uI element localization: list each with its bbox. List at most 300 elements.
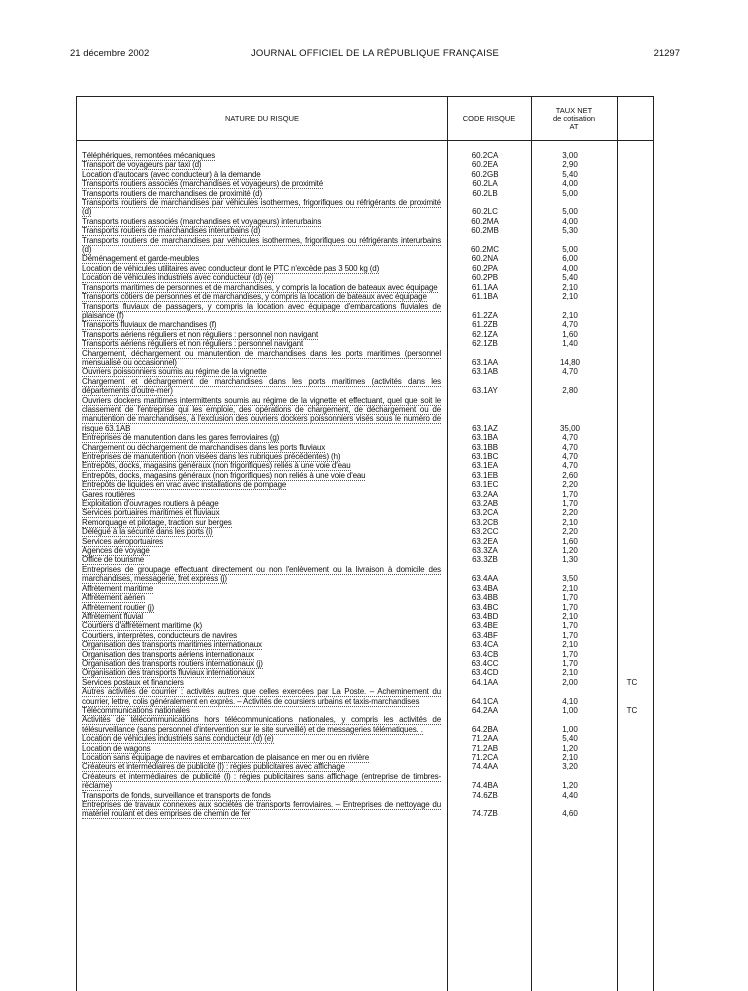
risk-code-cell xyxy=(443,226,527,235)
risk-code-text: 71.2AB xyxy=(471,743,499,753)
rate-text: 4,70 xyxy=(562,461,578,471)
risk-code-text: 74.4AA xyxy=(471,762,499,772)
risk-nature-text: Location de wagons xyxy=(82,743,151,753)
table-row xyxy=(77,461,653,470)
rate-text: 5,00 xyxy=(562,188,578,198)
risk-code-text: 63.2CC xyxy=(471,527,499,537)
risk-nature-text: Transports fluviaux de passagers, y compris la location avec équipage d'embarcations fluviales de plaisance (f) xyxy=(82,301,441,320)
rate-cell xyxy=(527,753,613,762)
risk-code-text: 60.2NA xyxy=(471,254,499,264)
risk-code-cell xyxy=(443,650,527,659)
rate-cell xyxy=(527,537,613,546)
risk-code-text: 64.1CA xyxy=(471,696,499,706)
risk-code-cell xyxy=(443,734,527,743)
table-row xyxy=(77,631,653,640)
risk-code-cell xyxy=(443,302,527,321)
risk-code-cell xyxy=(443,170,527,179)
risk-nature-cell xyxy=(77,546,443,555)
risk-nature-cell xyxy=(77,480,443,489)
risk-nature-text: Services portuaires maritimes et fluviaux xyxy=(82,508,220,518)
rate-text: 2,20 xyxy=(562,508,578,518)
rate-text: 5,40 xyxy=(562,273,578,283)
risk-code-text: 63.1EA xyxy=(471,461,499,471)
risk-code-cell xyxy=(443,499,527,508)
rate-cell xyxy=(527,527,613,536)
extra-cell xyxy=(613,170,651,179)
risk-nature-cell xyxy=(77,339,443,348)
risk-code-text: 60.2MA xyxy=(471,216,499,226)
extra-cell xyxy=(613,593,651,602)
table-row xyxy=(77,650,653,659)
risk-nature-text: Créateurs et intermédiaires de publicité (l) : régies publicitaires sans affichage (entreprise de timbres-réclame) xyxy=(82,771,441,791)
column-header-taux-line3: AT xyxy=(569,121,579,131)
risk-code-cell xyxy=(443,151,527,160)
risk-nature-cell xyxy=(77,179,443,188)
rate-cell xyxy=(527,198,613,217)
table-row xyxy=(77,734,653,743)
table-row xyxy=(77,480,653,489)
risk-nature-text: Affrètement maritime xyxy=(82,583,154,593)
risk-code-cell xyxy=(443,508,527,517)
risk-code-text: 63.1AY xyxy=(472,386,498,396)
risk-nature-cell xyxy=(77,433,443,442)
extra-cell xyxy=(613,546,651,555)
extra-cell xyxy=(613,377,651,396)
risk-code-text: 74.7ZB xyxy=(472,809,498,819)
rate-cell xyxy=(527,546,613,555)
rate-text: 1,60 xyxy=(562,329,578,339)
rate-text: 1,70 xyxy=(562,649,578,659)
table-row xyxy=(77,603,653,612)
rate-text: 4,00 xyxy=(562,263,578,273)
risk-nature-text: Déménagement et garde-meubles xyxy=(82,254,200,264)
rate-cell xyxy=(527,480,613,489)
risk-nature-cell xyxy=(77,527,443,536)
extra-cell xyxy=(613,518,651,527)
risk-code-text: 63.4AA xyxy=(471,574,499,584)
risk-code-text: 74.6ZB xyxy=(472,790,498,800)
risk-nature-cell xyxy=(77,264,443,273)
risk-nature-text: Entrepôts, docks, magasins généraux (non frigorifiques) reliés à une voie d'eau xyxy=(82,461,351,471)
risk-nature-cell xyxy=(77,603,443,612)
risk-nature-cell xyxy=(77,377,443,396)
table-row xyxy=(77,762,653,771)
risk-code-cell xyxy=(443,490,527,499)
risk-code-text: 62.1ZB xyxy=(472,339,498,349)
risk-nature-cell xyxy=(77,744,443,753)
risk-code-text: 60.2PB xyxy=(471,273,499,283)
rate-cell xyxy=(527,584,613,593)
risk-nature-text: Location de véhicules utilitaires avec conducteur dont le PTC n'excède pas 3 500 kg (d) xyxy=(82,263,380,273)
risk-nature-cell xyxy=(77,753,443,762)
risk-code-text: 63.2EA xyxy=(471,536,499,546)
rate-cell xyxy=(527,687,613,706)
risk-code-cell xyxy=(443,217,527,226)
risk-code-text: 63.4CD xyxy=(471,668,499,678)
rate-text: 1,70 xyxy=(562,489,578,499)
table-row xyxy=(77,555,653,564)
risk-nature-cell xyxy=(77,668,443,677)
risk-nature-text: Transports routiers de marchandises de proximité (d) xyxy=(82,188,262,198)
risk-nature-cell xyxy=(77,687,443,706)
extra-cell xyxy=(613,584,651,593)
risk-nature-text: Gares routières xyxy=(82,489,135,499)
rate-text: 2,10 xyxy=(562,583,578,593)
risk-code-cell xyxy=(443,753,527,762)
risk-nature-text: Location sans équipage de navires et embarcation de plaisance en mer ou en rivière xyxy=(82,753,369,762)
rate-cell xyxy=(527,189,613,198)
risk-nature-text: Transports routiers associés (marchandises et voyageurs) de proximité xyxy=(82,179,324,189)
rate-text: 2,20 xyxy=(562,527,578,537)
risk-nature-text: Transports aériens réguliers et non réguliers : personnel navigant xyxy=(82,339,304,349)
risk-nature-cell xyxy=(77,659,443,668)
risk-code-text: 60.2MC xyxy=(470,245,499,255)
extra-cell xyxy=(613,565,651,584)
table-row xyxy=(77,640,653,649)
risk-code-cell xyxy=(443,292,527,301)
rate-cell xyxy=(527,603,613,612)
risk-code-text: 63.2CB xyxy=(471,517,499,527)
table-row xyxy=(77,621,653,630)
table-row xyxy=(77,687,653,706)
extra-cell xyxy=(613,217,651,226)
risk-nature-text: Entreprises de groupage effectuant directement ou non l'enlèvement ou la livraison à domicile des marchandises, messagerie, fret express (j) xyxy=(82,564,441,584)
risk-nature-cell xyxy=(77,706,443,715)
risk-code-cell xyxy=(443,264,527,273)
rate-cell xyxy=(527,593,613,602)
column-header-taux xyxy=(531,97,617,140)
risk-code-cell xyxy=(443,330,527,339)
rate-cell xyxy=(527,555,613,564)
extra-cell xyxy=(613,537,651,546)
risk-nature-text: Courtiers d'affrètement maritime (k) xyxy=(82,621,203,631)
rate-cell xyxy=(527,499,613,508)
risk-code-cell xyxy=(443,678,527,687)
risk-code-text: 63.1EC xyxy=(471,480,499,490)
table-row xyxy=(77,715,653,734)
risk-nature-text: Entreprises de manutention dans les gares ferroviaires (g) xyxy=(82,433,280,443)
risk-code-text: 63.2AB xyxy=(471,499,499,509)
extra-cell xyxy=(613,292,651,301)
table-row xyxy=(77,367,653,376)
extra-cell xyxy=(613,603,651,612)
table-row xyxy=(77,236,653,255)
table-row xyxy=(77,678,653,687)
risk-code-text: 62.1ZA xyxy=(472,329,498,339)
table-row xyxy=(77,302,653,321)
risk-nature-text: Transports routiers associés (marchandises et voyageurs) interurbains xyxy=(82,216,322,226)
column-header-taux-line1: TAUX NET xyxy=(555,105,593,115)
extra-cell xyxy=(613,443,651,452)
table-row xyxy=(77,254,653,263)
extra-cell xyxy=(613,612,651,621)
risk-code-cell xyxy=(443,179,527,188)
rate-cell xyxy=(527,367,613,376)
rate-cell xyxy=(527,320,613,329)
risk-code-cell xyxy=(443,565,527,584)
risk-code-cell xyxy=(443,273,527,282)
table-row xyxy=(77,706,653,715)
rate-text: 2,10 xyxy=(562,640,578,650)
table-row xyxy=(77,433,653,442)
rate-text: 1,40 xyxy=(562,339,578,349)
risk-nature-cell xyxy=(77,236,443,255)
table-row xyxy=(77,518,653,527)
risk-code-text: 60.2CA xyxy=(471,151,499,160)
rate-cell xyxy=(527,706,613,715)
rate-cell xyxy=(527,339,613,348)
risk-nature-text: Chargement ou déchargement de marchandises dans les ports fluviaux xyxy=(82,442,326,452)
risk-code-cell xyxy=(443,367,527,376)
table-row xyxy=(77,264,653,273)
rate-text: 2,10 xyxy=(562,611,578,621)
risk-code-text: 63.1BB xyxy=(471,442,499,452)
risk-nature-text: Organisation des transports routiers internationaux (j) xyxy=(82,658,263,668)
extra-cell xyxy=(613,151,651,160)
risk-code-text: 61.2ZB xyxy=(472,320,498,330)
extra-cell xyxy=(613,744,651,753)
table-row xyxy=(77,377,653,396)
risk-nature-text: Ouvriers dockers maritimes intermittents soumis au régime de la vignette et effectuant, quel que soit le classement de l'entreprise qui les emploie, des opérations de chargement, de déchargement ou de manutention de marchandises, à l'exclusion des ouvriers dockers poissonniers visés sous le numéro de risque 63.1AB xyxy=(82,395,441,433)
rate-text: 3,50 xyxy=(562,574,578,584)
risk-nature-text: Organisation des transports aériens internationaux xyxy=(82,649,254,659)
risk-nature-cell xyxy=(77,283,443,292)
rate-text: 5,30 xyxy=(562,226,578,236)
risk-nature-text: Services aéroportuaires xyxy=(82,536,164,546)
risk-nature-cell xyxy=(77,302,443,321)
extra-cell xyxy=(613,452,651,461)
table-row xyxy=(77,744,653,753)
extra-cell xyxy=(613,480,651,489)
rate-cell xyxy=(527,668,613,677)
rate-text: 1,70 xyxy=(562,630,578,640)
table-row xyxy=(77,546,653,555)
risk-nature-cell xyxy=(77,612,443,621)
rate-text: 2,00 xyxy=(562,677,578,687)
risk-nature-cell xyxy=(77,715,443,734)
risk-nature-cell xyxy=(77,396,443,434)
risk-code-cell xyxy=(443,443,527,452)
risk-nature-text: Transports routiers de marchandises par véhicules isothermes, frigorifiques ou réfrigérants de proximité (d) xyxy=(82,198,441,217)
table-row xyxy=(77,527,653,536)
risk-nature-text: Télécommunications nationales xyxy=(82,705,190,715)
table-row xyxy=(77,198,653,217)
table-row xyxy=(77,659,653,668)
extra-cell xyxy=(613,640,651,649)
risk-code-text: 63.1AZ xyxy=(472,423,498,433)
risk-nature-text: Location de véhicules industriels sans conducteur (d) (e) xyxy=(82,734,274,744)
risk-code-text: 60.2MB xyxy=(471,226,499,236)
column-header-code xyxy=(447,97,531,140)
rate-text: 1,20 xyxy=(562,546,578,556)
extra-cell xyxy=(613,160,651,169)
risk-nature-text: Entrepôts, docks, magasins généraux (non frigorifiques) non reliés à une voie d'eau xyxy=(82,470,366,480)
extra-cell xyxy=(613,302,651,321)
extra-cell xyxy=(613,508,651,517)
risk-code-cell xyxy=(443,791,527,800)
risk-code-cell xyxy=(443,687,527,706)
risk-code-text: 63.4BD xyxy=(471,611,499,621)
extra-cell xyxy=(613,499,651,508)
extra-cell xyxy=(613,273,651,282)
header-divider xyxy=(77,140,653,141)
risk-code-text: 63.1BC xyxy=(471,452,499,461)
rate-text: 2,10 xyxy=(562,310,578,320)
table-row xyxy=(77,349,653,368)
rate-cell xyxy=(527,565,613,584)
extra-cell xyxy=(613,621,651,630)
table-row xyxy=(77,508,653,517)
risk-nature-cell xyxy=(77,499,443,508)
rate-text: 4,70 xyxy=(562,433,578,443)
rate-text: 2,60 xyxy=(562,470,578,480)
risk-nature-text: Entreprises de manutention (non visées dans les rubriques précédentes) (h) xyxy=(82,452,341,461)
risk-code-text: 63.4BC xyxy=(471,602,499,612)
column-header-nature-label: NATURE DU RISQUE xyxy=(224,113,300,123)
table-row xyxy=(77,452,653,461)
page-number: 21297 xyxy=(653,48,680,59)
table-row xyxy=(77,283,653,292)
risk-nature-cell xyxy=(77,189,443,198)
extra-text: TC xyxy=(626,677,638,687)
rate-cell xyxy=(527,678,613,687)
risk-nature-text: Chargement, déchargement ou manutention de marchandises dans les ports maritimes (personnel mensualisé ou occasionnel) xyxy=(82,348,441,367)
rate-text: 1,00 xyxy=(562,724,578,734)
rate-text: 2,90 xyxy=(562,160,578,170)
rate-text: 4,00 xyxy=(562,216,578,226)
table-row xyxy=(77,151,653,160)
rate-cell xyxy=(527,772,613,791)
risk-code-text: 63.4BA xyxy=(471,583,499,593)
risk-nature-cell xyxy=(77,330,443,339)
extra-cell xyxy=(613,800,651,819)
risk-code-cell xyxy=(443,527,527,536)
extra-cell xyxy=(613,715,651,734)
rate-cell xyxy=(527,471,613,480)
risk-nature-cell xyxy=(77,254,443,263)
risk-nature-cell xyxy=(77,349,443,368)
risk-code-text: 60.2LB xyxy=(472,188,498,198)
extra-cell xyxy=(613,753,651,762)
rate-cell xyxy=(527,715,613,734)
table-row xyxy=(77,443,653,452)
extra-cell xyxy=(613,678,651,687)
risk-nature-cell xyxy=(77,226,443,235)
risk-code-text: 63.1AA xyxy=(471,357,499,367)
rate-text: 5,00 xyxy=(562,245,578,255)
table-row xyxy=(77,612,653,621)
risk-nature-cell xyxy=(77,791,443,800)
risk-code-text: 64.2BA xyxy=(471,724,499,734)
table-row xyxy=(77,396,653,434)
risk-nature-text: Entrepôts de liquides en vrac avec installations de pompage xyxy=(82,480,287,490)
rate-cell xyxy=(527,452,613,461)
risk-rate-table xyxy=(76,96,654,991)
rate-cell xyxy=(527,744,613,753)
risk-nature-text: Transport de voyageurs par taxi (d) xyxy=(82,160,202,170)
risk-code-cell xyxy=(443,471,527,480)
table-row xyxy=(77,330,653,339)
risk-code-cell xyxy=(443,555,527,564)
risk-nature-cell xyxy=(77,320,443,329)
risk-nature-cell xyxy=(77,565,443,584)
rate-cell xyxy=(527,302,613,321)
risk-nature-text: Téléphériques, remontées mécaniques xyxy=(82,151,216,160)
risk-nature-text: Créateurs et intermédiaires de publicité (l) : régies publicitaires avec affichage xyxy=(82,762,345,772)
rate-text: 1,30 xyxy=(562,555,578,565)
table-row xyxy=(77,668,653,677)
rate-text: 2,10 xyxy=(562,753,578,762)
rate-cell xyxy=(527,292,613,301)
risk-code-cell xyxy=(443,744,527,753)
extra-cell xyxy=(613,330,651,339)
risk-nature-text: Transports côtiers de personnes et de marchandises, y compris la location de bateaux avec équipage xyxy=(82,292,427,302)
risk-code-cell xyxy=(443,160,527,169)
risk-code-cell xyxy=(443,800,527,819)
risk-nature-cell xyxy=(77,584,443,593)
rate-cell xyxy=(527,160,613,169)
table-row xyxy=(77,800,653,819)
extra-cell xyxy=(613,396,651,434)
risk-nature-text: Transports de fonds, surveillance et transports de fonds xyxy=(82,790,271,800)
risk-code-cell xyxy=(443,659,527,668)
table-row xyxy=(77,593,653,602)
table-body xyxy=(77,151,653,819)
risk-nature-cell xyxy=(77,508,443,517)
risk-code-cell xyxy=(443,518,527,527)
rate-cell xyxy=(527,800,613,819)
risk-code-text: 74.4BA xyxy=(471,781,499,791)
rate-cell xyxy=(527,396,613,434)
risk-code-cell xyxy=(443,189,527,198)
rate-text: 1,20 xyxy=(562,781,578,791)
risk-nature-text: Activités de télécommunications hors télécommunications nationales, y compris les activités de télésurveillance (sans personnel d'intervention sur le site surveillé) et de messageries télématiques. . xyxy=(82,715,441,734)
rate-cell xyxy=(527,650,613,659)
risk-code-text: 60.2PA xyxy=(472,263,498,273)
extra-cell xyxy=(613,433,651,442)
extra-cell xyxy=(613,471,651,480)
risk-code-text: 63.4BF xyxy=(472,630,498,640)
risk-nature-text: Autres activités de courrier : activités autres que celles exercées par La Poste. – Acheminement du courrier, lettre, colis généralement en exprès. – Activités de coursiers urbains et taxis-marchandises xyxy=(82,687,441,706)
table-row xyxy=(77,471,653,480)
risk-code-text: 61.1AA xyxy=(471,282,499,292)
risk-nature-cell xyxy=(77,640,443,649)
risk-code-cell xyxy=(443,452,527,461)
table-row xyxy=(77,339,653,348)
extra-cell xyxy=(613,734,651,743)
risk-nature-text: Chargement et déchargement de marchandises dans les ports maritimes (activités dans les départements d'outre-mer) xyxy=(82,376,441,396)
risk-code-text: 63.1AB xyxy=(471,367,499,377)
extra-cell xyxy=(613,772,651,791)
risk-code-cell xyxy=(443,546,527,555)
risk-code-cell xyxy=(443,537,527,546)
risk-code-cell xyxy=(443,377,527,396)
publication-date: 21 décembre 2002 xyxy=(70,48,150,59)
risk-nature-cell xyxy=(77,217,443,226)
extra-cell xyxy=(613,461,651,470)
risk-nature-text: Entreprises de travaux connexes aux sociétés de transports ferroviaires. – Entreprises de nettoyage du matériel roulant et des emprises de chemin de fer xyxy=(82,800,441,819)
risk-nature-text: Location de véhicules industriels avec conducteur (d) (e) xyxy=(82,273,274,283)
risk-nature-text: Transports routiers de marchandises interurbains (d) xyxy=(82,226,261,236)
rate-text: 1,00 xyxy=(562,705,578,715)
rate-cell xyxy=(527,443,613,452)
table-row xyxy=(77,273,653,282)
table-row xyxy=(77,565,653,584)
rate-text: 4,60 xyxy=(562,809,578,819)
risk-code-text: 63.4CB xyxy=(471,649,499,659)
rate-text: 1,70 xyxy=(562,602,578,612)
rate-text: 4,70 xyxy=(562,442,578,452)
